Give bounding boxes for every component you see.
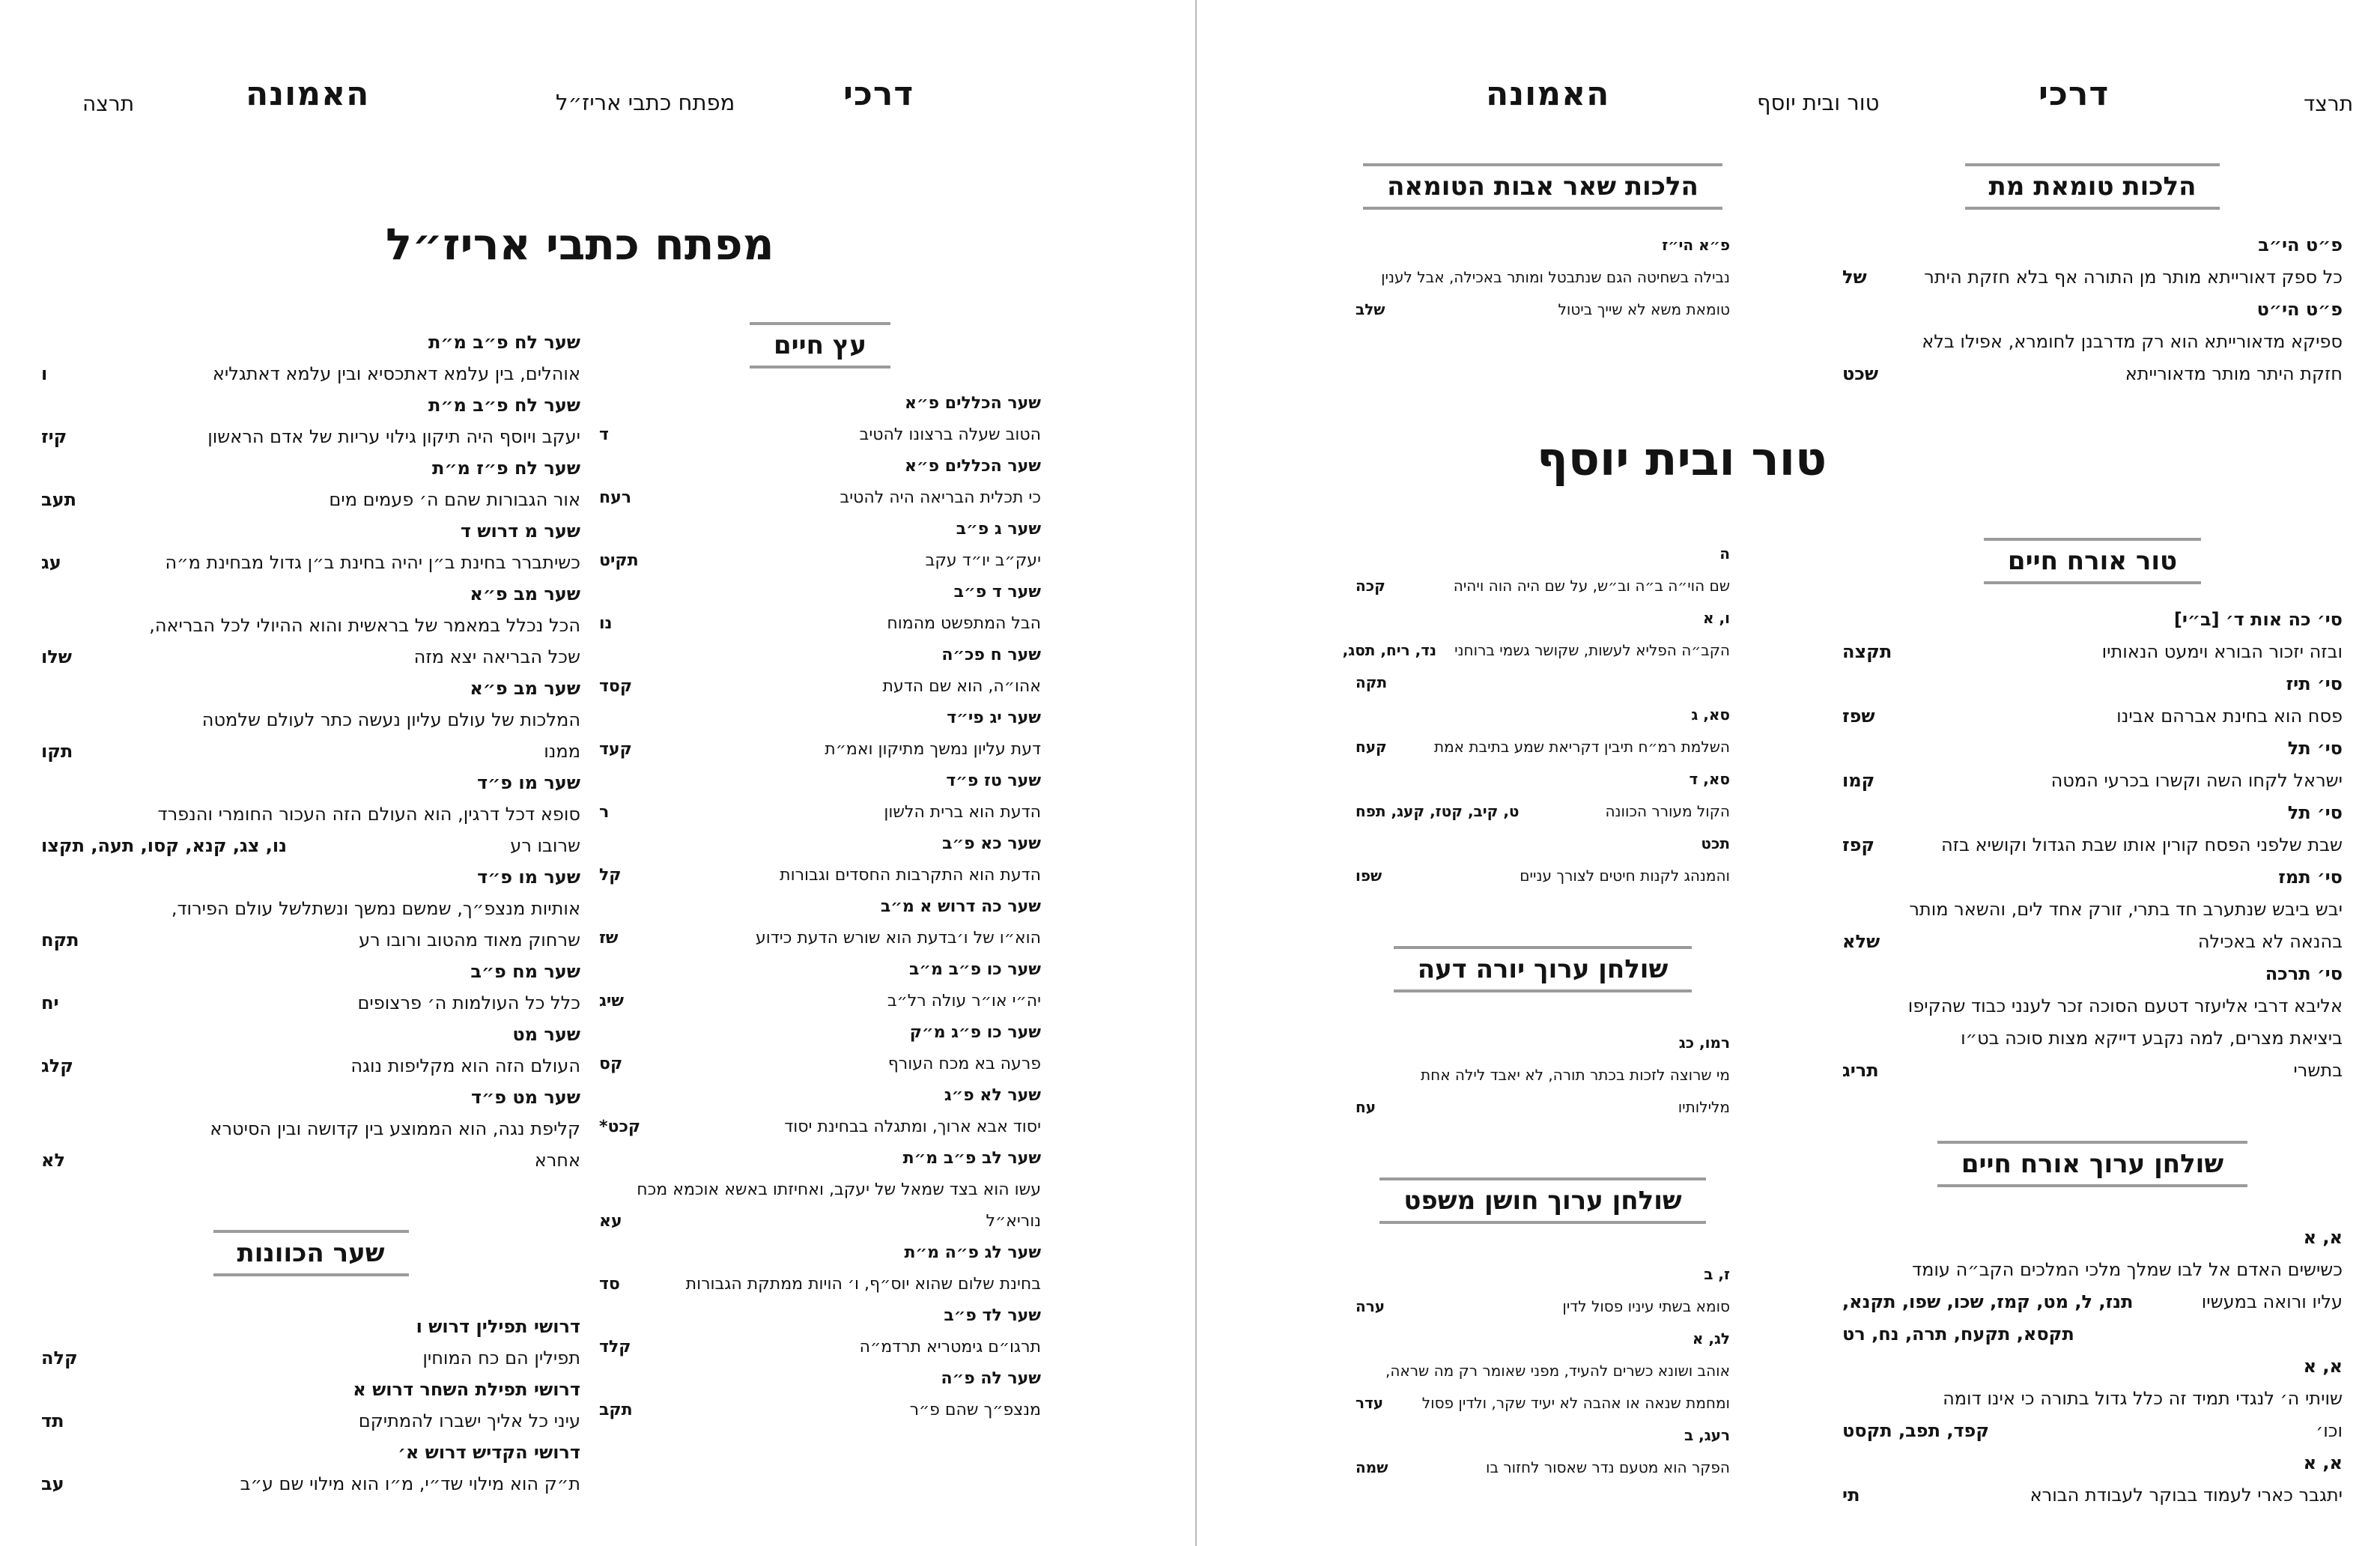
entry-text: פסח הוא בחינת אברהם אבינו bbox=[2116, 706, 2343, 727]
entry-page-ref: נו, צג, קנא, קסו, תעה, תקצו bbox=[41, 835, 287, 856]
entry-page-ref: יח bbox=[41, 992, 59, 1013]
entry-source-header: א, א bbox=[2303, 1356, 2343, 1377]
entry-line bbox=[599, 608, 1041, 640]
entry-line bbox=[1842, 700, 2343, 733]
entry-source-header: שער לד פ״ב bbox=[944, 1306, 1041, 1325]
entry-line bbox=[1842, 829, 2343, 861]
entry-source-header: דרושי הקדיש דרוש א׳ bbox=[398, 1442, 580, 1463]
entry-line bbox=[41, 798, 580, 830]
entry-text: המלכות של עולם עליון נעשה כתר לעולם שלמטה bbox=[201, 709, 580, 730]
entry-source-header: שער מ דרוש ד bbox=[460, 521, 580, 542]
right-page-number: תרצד bbox=[2304, 91, 2354, 116]
entry-page-ref: קכט* bbox=[599, 1118, 641, 1136]
entry-source-header: סי׳ תרכה bbox=[2265, 963, 2343, 984]
entry-line bbox=[1356, 261, 1730, 294]
entry-line bbox=[41, 641, 580, 673]
entry-page-ref: קיז bbox=[41, 426, 67, 447]
entry-page-ref: נו bbox=[599, 614, 613, 633]
left-page-left-column bbox=[41, 327, 580, 1500]
entry-source-header: שער מט bbox=[512, 1024, 580, 1045]
entry-text: הבל המתפשט מהמוח bbox=[887, 614, 1041, 633]
entry-line bbox=[41, 736, 580, 767]
entry-line bbox=[599, 1049, 1041, 1080]
entry-text: אליבא דרבי אליעזר דטעם הסוכה זכר לענני כבוד שהקיפו bbox=[1907, 995, 2343, 1016]
entry-line bbox=[1842, 926, 2343, 958]
entry-page-ref: ו bbox=[41, 363, 48, 384]
entry-text: נבילה בשחיטה הגם שנתבטל ומותר באכילה, אבל לענין bbox=[1381, 268, 1730, 286]
entry-line bbox=[599, 419, 1041, 451]
entry-line bbox=[1356, 667, 1730, 699]
entry-line bbox=[41, 1342, 580, 1374]
entry-line bbox=[599, 545, 1041, 577]
entry-line bbox=[1842, 1286, 2343, 1318]
entry-source-header: שער מח פ״ב bbox=[470, 961, 580, 982]
entry-page-ref: תקיט bbox=[599, 551, 639, 570]
entry-line bbox=[41, 484, 580, 515]
entry-source-header: שער מו פ״ד bbox=[477, 772, 580, 793]
entry-text: ת״ק הוא מילוי שד״י, מ״ו הוא מילוי שם ע״ב bbox=[240, 1473, 580, 1494]
section-title: הלכות שאר אבות הטומאה bbox=[1363, 163, 1722, 210]
entry-page-ref: רעח bbox=[599, 488, 632, 507]
entry-text: שרחוק מאוד מהטוב ורובו רע bbox=[359, 930, 580, 951]
right-page-left-column bbox=[1342, 538, 1730, 1484]
entry-text: בתשרי bbox=[2293, 1060, 2343, 1081]
entry-source-header: ה bbox=[1719, 545, 1730, 563]
entry-line bbox=[41, 1050, 580, 1082]
entry-page-ref: תקצה bbox=[1842, 641, 1892, 662]
entry-line bbox=[41, 704, 580, 736]
entry-page-ref: ערה bbox=[1356, 1297, 1385, 1315]
entry-text: הקול מעורר הכוונה bbox=[1605, 802, 1730, 820]
entry-page-ref: תקח bbox=[41, 930, 79, 951]
section-title: שולחן ערוך אורח חיים bbox=[1937, 1141, 2247, 1187]
entry-text: תפילין הם כח המוחין bbox=[422, 1348, 580, 1368]
entry-page-ref: שכט bbox=[1842, 363, 1879, 384]
entry-page-ref: ר bbox=[599, 803, 610, 822]
entry-text: מנצפ״ך שהם פ״ר bbox=[909, 1401, 1041, 1419]
entry-line bbox=[1356, 1091, 1730, 1124]
entry-text: סופא דכל דרגין, הוא העולם הזה העכור החומרי והנפרד bbox=[157, 804, 580, 825]
entry-line bbox=[1842, 326, 2343, 358]
entry-source-header: א, א bbox=[2303, 1227, 2343, 1248]
entry-line bbox=[1356, 1387, 1730, 1419]
entry-source-header: שער הכללים פ״א bbox=[905, 457, 1041, 476]
entry-text: יעק״ב יו״ד עקב bbox=[925, 551, 1041, 570]
entry-source-header: שער כא פ״ב bbox=[942, 834, 1041, 853]
entry-source-header: שער לא פ״ג bbox=[944, 1086, 1041, 1105]
entry-text: כי תכלית הבריאה היה להטיב bbox=[840, 488, 1041, 507]
entry-line bbox=[599, 923, 1041, 954]
entry-text: דעת עליון נמשך מתיקון ואמ״ת bbox=[825, 740, 1041, 759]
entry-line bbox=[1356, 731, 1730, 763]
entry-page-ref: קפד, תפב, תקסט bbox=[1842, 1420, 1990, 1441]
section-box-heading bbox=[1356, 163, 1730, 210]
section-box-heading bbox=[599, 322, 1041, 369]
entry-line bbox=[599, 1395, 1041, 1426]
entry-source-header: ו, א bbox=[1703, 609, 1730, 627]
entry-source-header: ז, ב bbox=[1704, 1265, 1730, 1283]
entry-text: תרגו״ם גימטריא תרדמ״ה bbox=[859, 1338, 1041, 1356]
entry-source-header: א, א bbox=[2303, 1452, 2343, 1473]
entry-text: והמנהג לקנות חיטים לצורך עניים bbox=[1520, 867, 1730, 885]
entry-text: אוהלים, בין עלמא דאתכסיא ובין עלמא דאתגליא bbox=[212, 363, 580, 384]
entry-page-ref: עב bbox=[41, 1473, 64, 1494]
entry-page-ref: לא bbox=[41, 1150, 65, 1171]
entry-text: הפקר הוא מטעם נדר שאסור לחזור בו bbox=[1486, 1458, 1730, 1476]
entry-line bbox=[1356, 1291, 1730, 1323]
entry-text: אהו״ה, הוא שם הדעת bbox=[882, 677, 1041, 696]
left-page-book-title-emunah: האמונה bbox=[246, 75, 370, 113]
entry-page-ref: שפו bbox=[1356, 867, 1382, 885]
entry-page-ref: ד bbox=[599, 425, 609, 444]
entry-page-ref: קסד bbox=[599, 677, 633, 696]
section-box-heading bbox=[1842, 538, 2343, 584]
entry-source-header: שער לה פ״ה bbox=[941, 1369, 1041, 1388]
entry-line bbox=[1356, 294, 1730, 326]
entry-line bbox=[1842, 636, 2343, 668]
entry-text: הכל נכלל במאמר של בראשית והוא ההיולי לכל הבריאה, bbox=[149, 615, 580, 636]
entry-source-header: סי׳ תל bbox=[2287, 802, 2343, 823]
entry-source-header: שער לב פ״ב מ״ת bbox=[902, 1149, 1041, 1168]
entry-page-ref: קכה bbox=[1356, 577, 1385, 595]
section-box-heading bbox=[1356, 946, 1730, 992]
entry-page-ref: שלב bbox=[1356, 300, 1385, 318]
entry-line bbox=[41, 924, 580, 956]
entry-source-header: סא, ד bbox=[1689, 770, 1730, 788]
entry-line bbox=[1842, 1055, 2343, 1087]
entry-page-ref: עח bbox=[1356, 1098, 1376, 1116]
entry-page-ref: קמו bbox=[1842, 770, 1875, 791]
entry-text: טומאת משא לא שייך ביטול bbox=[1558, 300, 1730, 318]
entry-text: שבת שלפני הפסח קורין אותו שבת הגדול וקושיא בזה bbox=[1940, 834, 2343, 855]
entry-page-ref: קעח bbox=[1356, 738, 1387, 756]
entry-line bbox=[1842, 358, 2343, 390]
entry-page-ref: תקו bbox=[41, 741, 73, 762]
entry-text: הדעת הוא ברית הלשון bbox=[884, 803, 1041, 822]
left-page-running-title: מפתח כתבי אריז״ל bbox=[556, 90, 735, 115]
right-page-left-column-top bbox=[1356, 163, 1730, 326]
entry-page-ref: קל bbox=[599, 866, 622, 885]
section-title: עץ חיים bbox=[750, 322, 890, 369]
entry-source-header: רעג, ב bbox=[1684, 1426, 1730, 1444]
entry-text: שם הוי״ה ב״ה וב״ש, על שם היה הוה ויהיה bbox=[1453, 577, 1730, 595]
entry-text: כשיתברר בחינת ב״ן יהיה בחינת ב״ן גדול מבחינת מ״ה bbox=[165, 552, 580, 573]
entry-text: ישראל לקחו השה וקשרו בכרעי המטה bbox=[2050, 770, 2343, 791]
entry-line bbox=[1842, 1415, 2343, 1447]
entry-source-header: פ״ט הי״ב bbox=[2258, 234, 2343, 255]
entry-text: העולם הזה הוא מקליפות נוגה bbox=[350, 1055, 580, 1076]
section-title: שולחן ערוך יורה דעה bbox=[1394, 946, 1693, 992]
entry-text: השלמת רמ״ח תיבין דקריאת שמע בתיבת אמת bbox=[1433, 738, 1730, 756]
page-gutter-divider bbox=[1195, 0, 1197, 1546]
entry-line bbox=[1842, 261, 2343, 294]
entry-page-ref: קלה bbox=[41, 1348, 78, 1368]
entry-source-header: שער לג פ״ה מ״ת bbox=[904, 1243, 1041, 1262]
entry-page-ref: תקב bbox=[599, 1401, 633, 1419]
entry-page-ref: קפז bbox=[1842, 834, 1875, 855]
right-page-running-title: טור ובית יוסף bbox=[1757, 90, 1880, 115]
right-page-main-title: טור ובית יוסף bbox=[1537, 431, 1827, 486]
entry-source-header: תכט bbox=[1701, 834, 1730, 852]
entry-line bbox=[41, 547, 580, 578]
entry-source-header: שער מב פ״א bbox=[470, 583, 580, 604]
section-box-heading bbox=[1356, 1177, 1730, 1224]
entry-line bbox=[599, 1174, 1041, 1206]
entry-line bbox=[1842, 1022, 2343, 1055]
entry-source-header: דרושי תפילת השחר דרוש א bbox=[353, 1379, 580, 1400]
entry-source-header: שער מט פ״ד bbox=[471, 1087, 580, 1108]
entry-page-ref: תד bbox=[41, 1410, 64, 1431]
entry-line bbox=[599, 1206, 1041, 1237]
entry-text: בהנאה לא באכילה bbox=[2197, 931, 2343, 952]
entry-line bbox=[1356, 1452, 1730, 1484]
entry-line bbox=[41, 358, 580, 389]
entry-page-ref: תריג bbox=[1842, 1060, 1879, 1081]
entry-text: ובזה יזכור הבורא וימעט הנאותיו bbox=[2101, 641, 2343, 662]
entry-line bbox=[1356, 570, 1730, 602]
entry-text: יבש ביבש שנתערב חד בתרי, זורק אחד לים, והשאר מותר bbox=[1909, 899, 2343, 920]
entry-source-header: סי׳ תיז bbox=[2286, 673, 2343, 694]
right-page-right-column bbox=[1842, 538, 2343, 1512]
entry-line bbox=[1356, 795, 1730, 828]
entry-line bbox=[41, 1468, 580, 1500]
entry-source-header: פ״ט הי״ט bbox=[2256, 299, 2343, 320]
entry-page-ref: עא bbox=[599, 1212, 622, 1231]
entry-line bbox=[1356, 1355, 1730, 1387]
entry-page-ref: קלד bbox=[599, 1338, 631, 1356]
entry-line bbox=[1842, 894, 2343, 926]
entry-source-header: שער מו פ״ד bbox=[477, 867, 580, 888]
entry-line bbox=[599, 1332, 1041, 1363]
entry-page-ref: קלג bbox=[41, 1055, 73, 1076]
entry-source-header: שער ג פ״ב bbox=[956, 520, 1041, 539]
section-title: שולחן ערוך חושן משפט bbox=[1379, 1177, 1705, 1224]
entry-page-ref: ט, קיב, קטז, קעג, תפח bbox=[1356, 802, 1520, 820]
entry-line bbox=[1842, 765, 2343, 797]
entry-source-header: סי׳ תל bbox=[2287, 738, 2343, 759]
entry-line bbox=[1842, 1479, 2343, 1512]
entry-page-ref: שמה bbox=[1356, 1458, 1388, 1476]
entry-page-ref: תי bbox=[1842, 1485, 1860, 1506]
entry-text: ספיקא מדאורייתא הוא רק מדרבנן לחומרא, אפילו בלא bbox=[1922, 331, 2343, 352]
entry-text: כשישים האדם אל לבו שמלך מלכי המלכים הקב״ה עומד bbox=[1911, 1259, 2343, 1280]
entry-source-header: שער טז פ״ד bbox=[946, 772, 1041, 790]
entry-line bbox=[1842, 1254, 2343, 1286]
entry-text: נוריא״ל bbox=[986, 1212, 1041, 1231]
entry-text: אחרא bbox=[534, 1150, 580, 1171]
entry-text: וכו׳ bbox=[2316, 1420, 2343, 1441]
entry-page-ref: תנז, ל, מט, קמז, שכו, שפו, תקנא, bbox=[1842, 1291, 2134, 1312]
entry-page-ref: שז bbox=[599, 929, 619, 948]
entry-source-header: שער ד פ״ב bbox=[953, 583, 1041, 601]
entry-page-ref: סד bbox=[599, 1275, 620, 1294]
entry-text: הטוב שעלה ברצונו להטיב bbox=[859, 425, 1041, 444]
entry-text: שכל הבריאה יצא מזה bbox=[413, 646, 580, 667]
section-title: טור אורח חיים bbox=[1984, 538, 2201, 584]
entry-line bbox=[599, 797, 1041, 828]
entry-text: אוהב ושונא כשרים להעיד, מפני שאומר רק מה שראה, bbox=[1385, 1362, 1730, 1380]
entry-line bbox=[41, 1113, 580, 1145]
entry-line bbox=[1356, 1059, 1730, 1091]
entry-text: חזקת היתר מותר מדאורייתא bbox=[2125, 363, 2343, 384]
entry-line bbox=[1842, 990, 2343, 1022]
entry-source-header: שער מב פ״א bbox=[470, 678, 580, 699]
entry-source-header: שער כו פ״ג מ״ק bbox=[909, 1023, 1041, 1042]
entry-source-header: שער ח פכ״ה bbox=[941, 646, 1041, 664]
entry-page-ref: קס bbox=[599, 1055, 623, 1073]
entry-line bbox=[599, 1112, 1041, 1143]
entry-source-header: דרושי תפילין דרוש ו bbox=[416, 1316, 580, 1337]
entry-text: סומא בשתי עיניו פסול לדין bbox=[1562, 1297, 1730, 1315]
entry-page-ref: קעד bbox=[599, 740, 632, 759]
entry-text: יה״י או״ר עולה רל״ב bbox=[887, 992, 1041, 1010]
entry-text: אותיות מנצפ״ך, שמשם נמשך ונשתלשל עולם הפירוד, bbox=[171, 898, 580, 919]
entry-source-header: שער כה דרוש א מ״ב bbox=[880, 897, 1041, 916]
entry-text: כל ספק דאורייתא מותר מן התורה אף בלא חזקת היתר bbox=[1924, 267, 2343, 288]
left-page-number: תרצה bbox=[82, 91, 135, 116]
entry-line bbox=[1842, 1383, 2343, 1415]
entry-page-ref: תקסא, תקעח, תרה, נח, רט bbox=[1842, 1324, 2074, 1345]
entry-source-header: לג, א bbox=[1692, 1330, 1730, 1348]
entry-source-header: שער לח פ״ז מ״ת bbox=[432, 458, 580, 479]
entry-source-header: סי׳ תמז bbox=[2278, 867, 2343, 888]
left-page-main-title: מפתח כתבי אריז״ל bbox=[386, 219, 774, 270]
entry-page-ref: של bbox=[1842, 267, 1867, 288]
entry-source-header: סא, ג bbox=[1691, 706, 1730, 724]
entry-text: יסוד אבא ארוך, ומתגלה בבחינת יסוד bbox=[784, 1118, 1041, 1136]
entry-line bbox=[41, 1405, 580, 1437]
entry-source-header: סי׳ כה אות ד׳ [ב״י] bbox=[2173, 609, 2343, 630]
entry-text: יתגבר כארי לעמוד בבוקר לעבודת הבורא bbox=[2030, 1485, 2343, 1506]
entry-text: כלל כל העולמות ה׳ פרצופים bbox=[357, 992, 580, 1013]
entry-text: עשו הוא בצד שמאל של יעקב, ואחיזתו באשא אוכמא מכח bbox=[637, 1180, 1041, 1199]
entry-text: אור הגבורות שהם ה׳ פעמים מים bbox=[329, 489, 580, 510]
entry-text: שויתי ה׳ לנגדי תמיד זה כלל גדול בתורה כי אינו דומה bbox=[1943, 1388, 2343, 1409]
entry-text: עיני כל אליך ישברו להמתיקם bbox=[358, 1410, 580, 1431]
left-page-book-title-darkei: דרכי bbox=[843, 75, 914, 113]
entry-text: ביציאת מצרים, למה נקבע דייקא מצות סוכה בט״ו bbox=[1961, 1028, 2343, 1049]
entry-text: ומחמת שנאה או אהבה לא יעיד שקר, ולדין פסול bbox=[1421, 1394, 1730, 1412]
entry-source-header: שער יג פי״ד bbox=[947, 709, 1041, 727]
entry-line bbox=[41, 1145, 580, 1176]
section-box-heading bbox=[41, 1230, 580, 1276]
entry-source-header: פ״א הי״ז bbox=[1662, 236, 1730, 254]
entry-page-ref: עג bbox=[41, 552, 61, 573]
entry-text: הוא״ו של ו׳בדעת הוא שורש הדעת כידוע bbox=[756, 929, 1041, 948]
entry-page-ref: שיג bbox=[599, 992, 624, 1010]
entry-text: קליפת נגה, הוא הממוצע בין קדושה ובין הסיטרא bbox=[210, 1118, 580, 1139]
entry-page-ref: עדר bbox=[1356, 1394, 1384, 1412]
entry-text: ממנו bbox=[544, 741, 580, 762]
section-title: שער הכוונות bbox=[213, 1230, 409, 1276]
entry-page-ref: שלו bbox=[41, 646, 72, 667]
entry-line bbox=[1342, 634, 1730, 667]
entry-page-ref: תעב bbox=[41, 489, 77, 510]
entry-source-header: רמו, כג bbox=[1678, 1034, 1730, 1052]
entry-text: מי שרוצה לזכות בכתר תורה, לא יאבד לילה אחת bbox=[1420, 1066, 1730, 1084]
entry-line bbox=[599, 734, 1041, 766]
right-page-book-title-emunah: האמונה bbox=[1486, 75, 1610, 113]
entry-line bbox=[1356, 860, 1730, 892]
entry-line bbox=[599, 482, 1041, 514]
entry-line bbox=[41, 830, 580, 861]
entry-line bbox=[41, 421, 580, 452]
entry-text: הקב״ה הפליא לעשות, שקושר גשמי ברוחני bbox=[1454, 641, 1730, 659]
entry-page-ref: נד, ריח, תסג, bbox=[1342, 641, 1437, 659]
entry-line bbox=[599, 860, 1041, 891]
entry-page-ref: תקה bbox=[1356, 673, 1388, 691]
entry-source-header: שער לח פ״ב מ״ת bbox=[428, 395, 580, 416]
entry-line bbox=[41, 987, 580, 1019]
entry-text: פרעה בא מכח העורף bbox=[887, 1055, 1041, 1073]
entry-text: עליו ורואה במעשיו bbox=[2201, 1291, 2343, 1312]
section-box-heading bbox=[1842, 163, 2343, 210]
entry-line bbox=[599, 986, 1041, 1017]
entry-page-ref: שלא bbox=[1842, 931, 1880, 952]
entry-line bbox=[41, 893, 580, 924]
entry-line bbox=[599, 671, 1041, 703]
entry-source-header: שער לח פ״ב מ״ת bbox=[428, 332, 580, 353]
entry-page-ref: שפז bbox=[1842, 706, 1875, 727]
entry-text: יעקב ויוסף היה תיקון גילוי עריות של אדם הראשון bbox=[207, 426, 580, 447]
entry-line bbox=[599, 1269, 1041, 1300]
entry-text: מלילותיו bbox=[1678, 1098, 1730, 1116]
left-page-right-column bbox=[599, 322, 1041, 1426]
entry-text: בחינת שלום שהוא יוס״ף, ו׳ הויות ממתקת הגבורות bbox=[685, 1275, 1041, 1294]
section-title: הלכות טומאת מת bbox=[1965, 163, 2220, 210]
right-page-right-column-top bbox=[1842, 163, 2343, 390]
entry-text: שרובו רע bbox=[510, 835, 580, 856]
entry-text: הדעת הוא התקרבות החסדים וגבורות bbox=[780, 866, 1041, 885]
section-box-heading bbox=[1842, 1141, 2343, 1187]
entry-source-header: שער כו פ״ב מ״ב bbox=[908, 960, 1041, 979]
entry-line bbox=[41, 610, 580, 641]
entry-source-header: שער הכללים פ״א bbox=[905, 394, 1041, 413]
entry-line bbox=[1842, 1318, 2343, 1351]
right-page-book-title-darkei: דרכי bbox=[2039, 75, 2110, 113]
